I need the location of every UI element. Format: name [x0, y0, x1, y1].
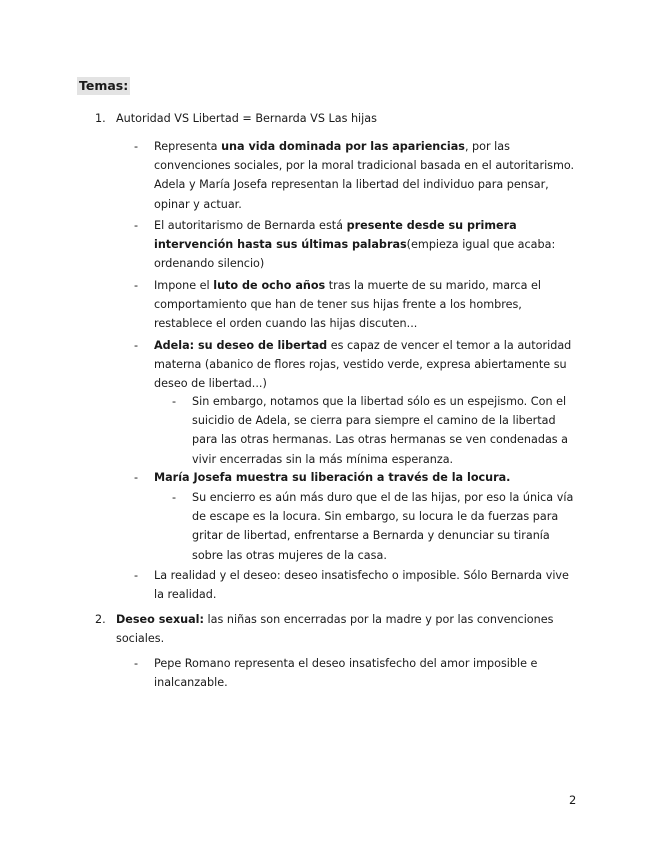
bullet-luto: Impone el luto de ocho años tras la muerte de su marido, marca el comportamiento que han de tener sus hijas frente a los hombres, restablece el orden cuando las hijas discuten... [154, 279, 541, 331]
bullet-pepe-romano: Pepe Romano representa el deseo insatisfecho del amor imposible e inalcanzable. [154, 657, 538, 690]
bullet-realidad: La realidad y el deseo: deseo insatisfecho o imposible. Sólo Bernarda vive la realidad. [154, 569, 569, 602]
sub-bullet-dash: - [172, 395, 177, 408]
bullet-maria-josefa: María Josefa muestra su liberación a través de la locura. [154, 471, 511, 484]
bullet-dash: - [134, 657, 139, 670]
bullet-autoritarismo: El autoritarismo de Bernarda está presente desde su primera intervención hasta sus últimas palabras(empieza igual que acaba: ordenando silencio) [154, 219, 556, 271]
list-number-1: 1. [95, 112, 106, 125]
bullet-dash: - [134, 569, 139, 582]
bullet-dash: - [134, 339, 139, 352]
bullet-dash: - [134, 471, 139, 484]
list-number-2: 2. [95, 613, 106, 626]
sub-bullet-locura: Su encierro es aún más duro que el de las hijas, por eso la única vía de escape es la locura. Sin embargo, su locura le da fuerzas para gritar de libertad, enfrentarse a Bernarda y denunciar su tiranía sobre las otras mujeres de la casa. [192, 491, 574, 562]
bullet-adela: Adela: su deseo de libertad es capaz de vencer el temor a la autoridad materna (abanico de flores rojas, vestido verde, expresa abiertamente su deseo de libertad...) [154, 339, 572, 391]
section-heading: Temas: [79, 78, 129, 93]
page-number: 2 [569, 793, 577, 807]
sub-bullet-espejismo: Sin embargo, notamos que la libertad sólo es un espejismo. Con el suicidio de Adela, se cierra para siempre el camino de la libertad para las otras hermanas. Las otras hermanas se ven condenadas a vivir encerradas sin la más mínima esperanza. [192, 395, 569, 466]
bullet-dash: - [134, 219, 139, 232]
sub-bullet-dash: - [172, 491, 177, 504]
bullet-dash: - [134, 279, 139, 292]
bullet-dash: - [134, 140, 139, 153]
bullet-apariencias: Representa una vida dominada por las apariencias, por las convenciones sociales, por la moral tradicional basada en el autoritarismo. Adela y María Josefa representan la libertad del individuo para pensar, opinar y actuar. [154, 140, 575, 211]
list-item-1-title: Autoridad VS Libertad = Bernarda VS Las hijas [116, 112, 377, 125]
list-item-2-title: Deseo sexual: las niñas son encerradas por la madre y por las convenciones sociales. [116, 613, 554, 646]
